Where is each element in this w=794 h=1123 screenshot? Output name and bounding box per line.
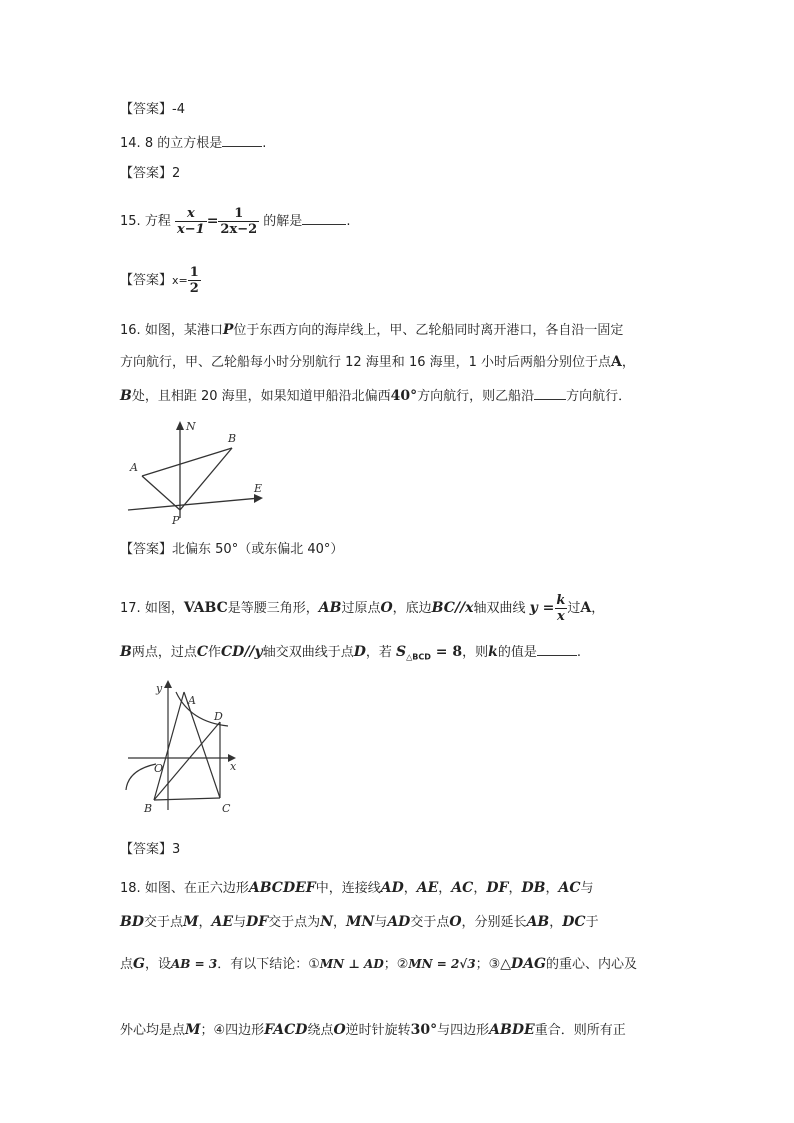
label-c: C: [222, 802, 231, 815]
q16-line-3: B处，且相距 20 海里，如果知道甲船沿北偏西40°方向航行，则乙船沿 方向航行．: [120, 388, 632, 404]
question-number: 15.: [120, 214, 141, 229]
answer-tag: 【答案】: [120, 166, 173, 181]
label-b: B: [228, 432, 237, 445]
segment-ab: [154, 692, 184, 800]
label-e: E: [254, 482, 263, 495]
q16-answer: [120, 540, 343, 560]
question-number: 17.: [120, 601, 141, 616]
y-arrow-icon: [164, 680, 172, 688]
q16-line-1: 16. 如图，某港口P位于东西方向的海岸线上，甲、乙轮船同时离开港口，各自沿一固定: [120, 322, 624, 338]
q18-line-1: 18. 如图、在正六边形ABCDEF中，连接线AD，AE，AC，DF，DB，AC与: [120, 880, 594, 896]
q18-line-3: 点G，设AB = 3．有以下结论：①MN ⊥ AD；②MN = 2√3；③△DAG的重心、内心及: [120, 956, 638, 972]
q16-figure: [120, 418, 270, 528]
answer-blank: [302, 212, 346, 225]
answer-blank: [537, 643, 577, 656]
label-p: P: [172, 514, 180, 527]
segment-ab: [142, 448, 232, 476]
label-a: A: [130, 461, 138, 474]
east-arrow-icon: [254, 494, 263, 503]
answer-fraction: $\frac{1}{2}$: [189, 265, 199, 296]
fraction-rhs: $\frac{1}{2x-2}$: [220, 206, 258, 237]
answer-tag: 【答案】: [120, 542, 173, 557]
north-arrow-icon: [176, 421, 184, 430]
q17-line-1: 17. 如图，VABC是等腰三角形，AB过原点O，底边BC//x轴双曲线 y = $\frac{k}{x}$ 过A，: [120, 593, 605, 624]
label-b: B: [144, 802, 153, 815]
q14-answer: [120, 164, 180, 184]
question-number: 16.: [120, 323, 141, 338]
answer-value: 3: [172, 842, 181, 857]
answer-tag: 【答案】: [120, 842, 173, 857]
label-x: x: [230, 760, 237, 773]
east-axis: [128, 498, 260, 510]
fraction-lhs: $\frac{x}{x-1}$: [176, 206, 205, 237]
segment-pa: [142, 476, 180, 510]
q17-line-2: B两点，过点C作CD//y轴交双曲线于点D，若 $S_{\triangle BCD} = 8$，则k的值是 .: [120, 644, 581, 662]
hyperbola-lower: [126, 764, 156, 790]
answer-value: 北偏东 50°（或东偏北 40°）: [172, 542, 344, 557]
answer-tag: 【答案】: [120, 102, 173, 117]
answer-blank: [222, 134, 262, 147]
q17-figure: [120, 678, 260, 818]
question-number: 18.: [120, 881, 141, 896]
answer-value: -4: [172, 102, 185, 117]
answer-tag: 【答案】: [120, 273, 173, 288]
label-a: A: [188, 694, 196, 707]
question-number: 14.: [120, 136, 141, 151]
segment-ac: [184, 692, 220, 798]
q18-line-4: 外心均是点M；④四边形FACD绕点O逆时针旋转30°与四边形ABDE重合．则所有正: [120, 1022, 626, 1038]
fraction-k-over-x: $\frac{k}{x}$: [556, 593, 566, 624]
question-text: 8 的立方根是: [144, 136, 223, 151]
q13-answer: [120, 100, 185, 120]
label-n: N: [186, 420, 196, 433]
q17-answer: [120, 840, 180, 860]
label-o: O: [154, 762, 164, 775]
segment-bc: [154, 798, 220, 800]
answer-value: 2: [172, 166, 181, 181]
label-y: y: [156, 682, 163, 695]
answer-blank: [534, 387, 566, 400]
q16-line-2: 方向航行，甲、乙轮船每小时分别航行 12 海里和 16 海里，1 小时后两船分别位于点A，: [120, 354, 635, 370]
q15-question: 15. 方程 $\frac{x}{x-1}$ = $\frac{1}{2x-2}$ 的解是 .: [120, 206, 351, 237]
q15-answer: 【答案】x= $\frac{1}{2}$: [120, 265, 199, 296]
q14-question: 14. 8 的立方根是 .: [120, 136, 267, 151]
segment-bd: [154, 722, 220, 800]
q18-line-2: BD交于点M，AE与DF交于点为N，MN与AD交于点O，分别延长AB，DC于: [120, 914, 599, 930]
label-d: D: [214, 710, 223, 723]
